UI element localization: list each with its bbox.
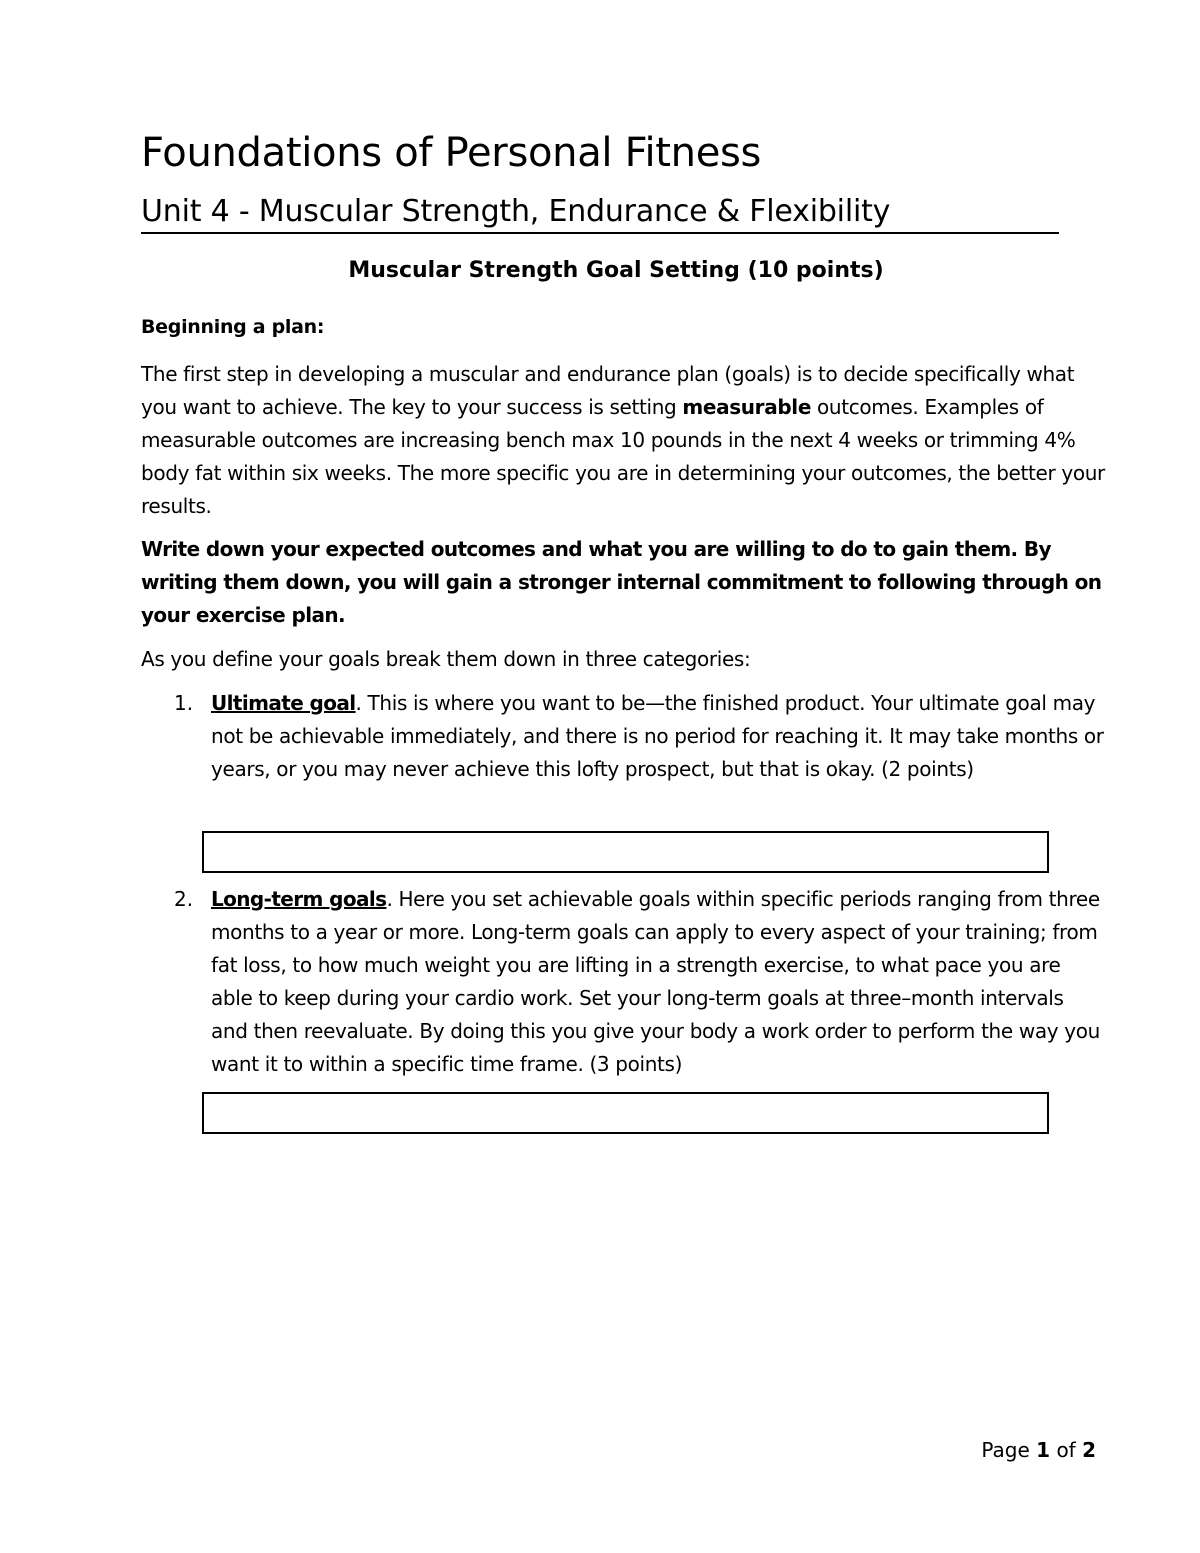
page-number-footer (900, 1438, 1096, 1462)
long-term-goals-description: . Here you set achievable goals within specific periods ranging from three months to a year or more. Long-term goals can apply to every aspect of your training; from fat loss, to how much weight you are lifting in a strength exercise, to what pace you are able to keep during your cardio work. Set your long-term goals at three–month intervals and then reevaluate. By doing this you give your body a work order to perform the way you want it to within a specific time frame. (3 points) (211, 887, 1100, 1076)
unit-title-line (141, 194, 1059, 234)
list-item-text (211, 687, 1106, 786)
instruction-paragraph: Write down your expected outcomes and what you are willing to do to gain them. By writing them down, you will gain a stronger internal commitment to following through on your exercise plan. (141, 537, 1102, 627)
page-total: 2 (1082, 1438, 1096, 1462)
list-number: 2. (174, 887, 194, 911)
unit-title: Unit 4 - Muscular Strength, Endurance & Flexibility (141, 194, 891, 229)
intro-text-part2: outcomes. Examples of measurable outcomes are increasing bench max 10 pounds in the next 4 weeks or trimming 4% body fat within six weeks. The more specific you are in determining your outcomes, the better your results. (141, 395, 1105, 518)
section-heading: Muscular Strength Goal Setting (10 points) (348, 258, 884, 283)
of-label: of (1056, 1438, 1076, 1462)
list-number: 1. (174, 691, 194, 715)
document-title: Foundations of Personal Fitness (141, 130, 762, 176)
ultimate-goal-description: . This is where you want to be—the finished product. Your ultimate goal may not be achievable immediately, and there is no period for reaching it. It may take months or years, or you may never achieve this lofty prospect, but that is okay. (2 points) (211, 691, 1104, 781)
term-ultimate-goal: Ultimate goal (211, 691, 356, 715)
categories-intro: As you define your goals break them down in three categories: (141, 647, 751, 671)
subheading-beginning-plan: Beginning a plan: (141, 316, 325, 338)
intro-paragraph (141, 358, 1106, 523)
term-long-term-goals: Long-term goals (211, 887, 387, 911)
page-label: Page (981, 1438, 1030, 1462)
list-item-text (211, 883, 1106, 1081)
page-current: 1 (1036, 1438, 1051, 1462)
ultimate-goal-answer-box[interactable] (202, 831, 1049, 873)
intro-emphasis: measurable (682, 395, 812, 419)
long-term-goals-answer-box[interactable] (202, 1092, 1049, 1134)
intro-text-part1: The first step in developing a muscular and endurance plan (goals) is to decide specifically what you want to achieve. The key to your success is setting (141, 362, 1075, 419)
